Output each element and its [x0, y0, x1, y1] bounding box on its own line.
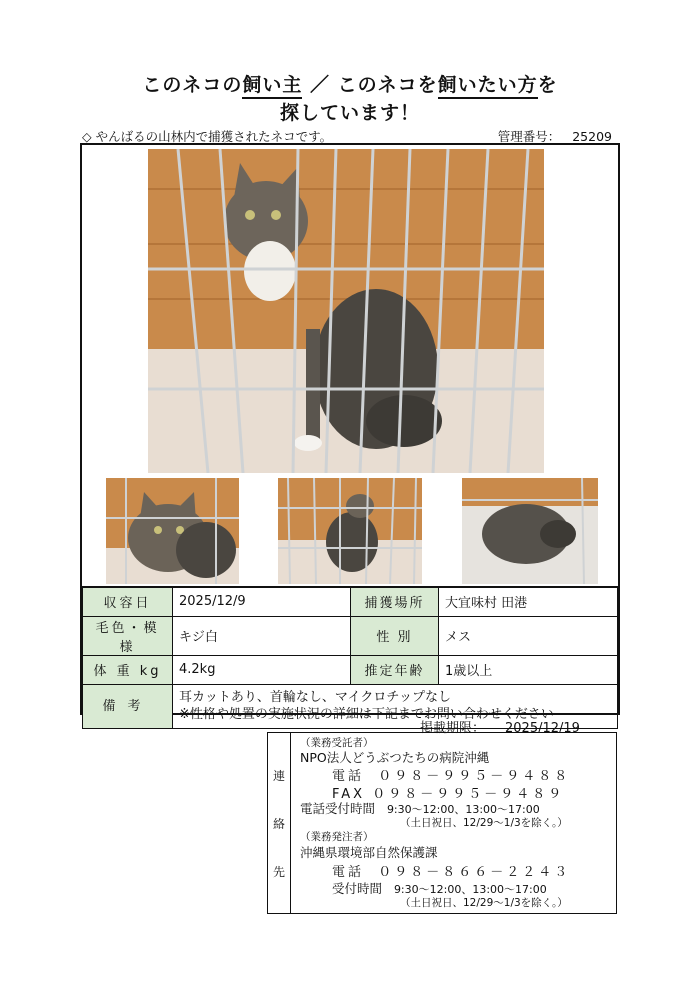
- title-owner: 飼い主: [242, 74, 302, 99]
- contact-char: 絡: [272, 816, 285, 831]
- age-value: 1歳以上: [439, 655, 618, 684]
- hours-label: 電話受付時間: [300, 801, 376, 816]
- contractor-hours-note: （土日祝日、12/29～1/3を除く。）: [400, 817, 568, 829]
- sex-label: 性 別: [351, 616, 439, 655]
- info-row: [83, 655, 618, 684]
- posting-deadline-date: 2025/12/19: [505, 721, 580, 736]
- cat-info-table: [82, 586, 618, 729]
- title-text-2: を: [537, 74, 558, 96]
- coat-value: キジ白: [173, 616, 351, 655]
- cat-info-frame: [80, 143, 620, 722]
- fax-label: FAX: [332, 787, 366, 802]
- title-text-1: このネコの: [142, 74, 243, 96]
- mgmt-value: 25209: [572, 129, 612, 144]
- contractor-heading: （業務受託者）: [300, 737, 374, 749]
- coat-label: 毛色・模様: [83, 616, 173, 655]
- poster-title-line1: [0, 70, 700, 97]
- client-hours-value: 9:30～12:00、13:00～17:00: [393, 883, 547, 896]
- phone-label: 電話: [332, 769, 365, 784]
- capture-note: ◇ やんばるの山林内で捕獲されたネコです。: [82, 129, 333, 144]
- cat-photo-closeup: [106, 478, 239, 584]
- mgmt-label: 管理番号：: [497, 129, 561, 144]
- age-label: 推定年齢: [351, 655, 439, 684]
- fax-number: ０９８－９９５－９４８９: [372, 787, 565, 802]
- title-separator: ／ このネコを: [302, 74, 438, 96]
- posting-deadline-label: 掲載期限：: [420, 721, 486, 736]
- intake-date-label: 収容日: [83, 587, 173, 616]
- client-hours-label: 受付時間: [332, 881, 383, 896]
- capture-place-label: 捕獲場所: [351, 587, 439, 616]
- poster-title-line2: 探しています！: [279, 102, 420, 124]
- contractor-name: NPO法人どうぶつたちの病院沖縄: [300, 750, 490, 765]
- client-name: 沖縄県環境部自然保護課: [300, 845, 438, 860]
- contact-char: 先: [272, 864, 285, 879]
- main-cat-photo: [148, 149, 544, 473]
- contractor-phone: [332, 765, 570, 784]
- remarks-line1: 耳カットあり、首輪なし、マイクロチップなし: [179, 690, 451, 705]
- weight-label: 体 重 kg: [83, 655, 173, 684]
- weight-value: 4.2kg: [173, 655, 351, 684]
- client-phone: [332, 861, 570, 880]
- info-row: [83, 587, 618, 616]
- info-row: [83, 616, 618, 655]
- client-phone-label: 電話: [332, 865, 365, 880]
- client-phone-number: ０９８－８６６－２２４３: [378, 865, 571, 880]
- intake-date-value: 2025/12/9: [173, 587, 351, 616]
- remarks-label: 備考: [83, 684, 173, 728]
- remarks-line2: ※性格や処置の実施状況の詳細は下記までお問い合わせください: [179, 707, 554, 722]
- capture-place-value: 大宜味村 田港: [439, 587, 618, 616]
- client-heading: （業務発注者）: [300, 831, 374, 843]
- cat-photo-curled: [462, 478, 598, 584]
- sex-value: メス: [439, 616, 618, 655]
- contact-box: [267, 732, 617, 914]
- hours-value: 9:30～12:00、13:00～17:00: [386, 803, 540, 816]
- client-hours-note: （土日祝日、12/29～1/3を除く。）: [400, 897, 568, 909]
- contact-vertical-label: [268, 733, 291, 913]
- contact-char: 連: [272, 768, 285, 783]
- cat-photo-back: [278, 478, 422, 584]
- phone-number: ０９８－９９５－９４８８: [378, 769, 571, 784]
- title-adopter: 飼いたい方: [438, 74, 538, 99]
